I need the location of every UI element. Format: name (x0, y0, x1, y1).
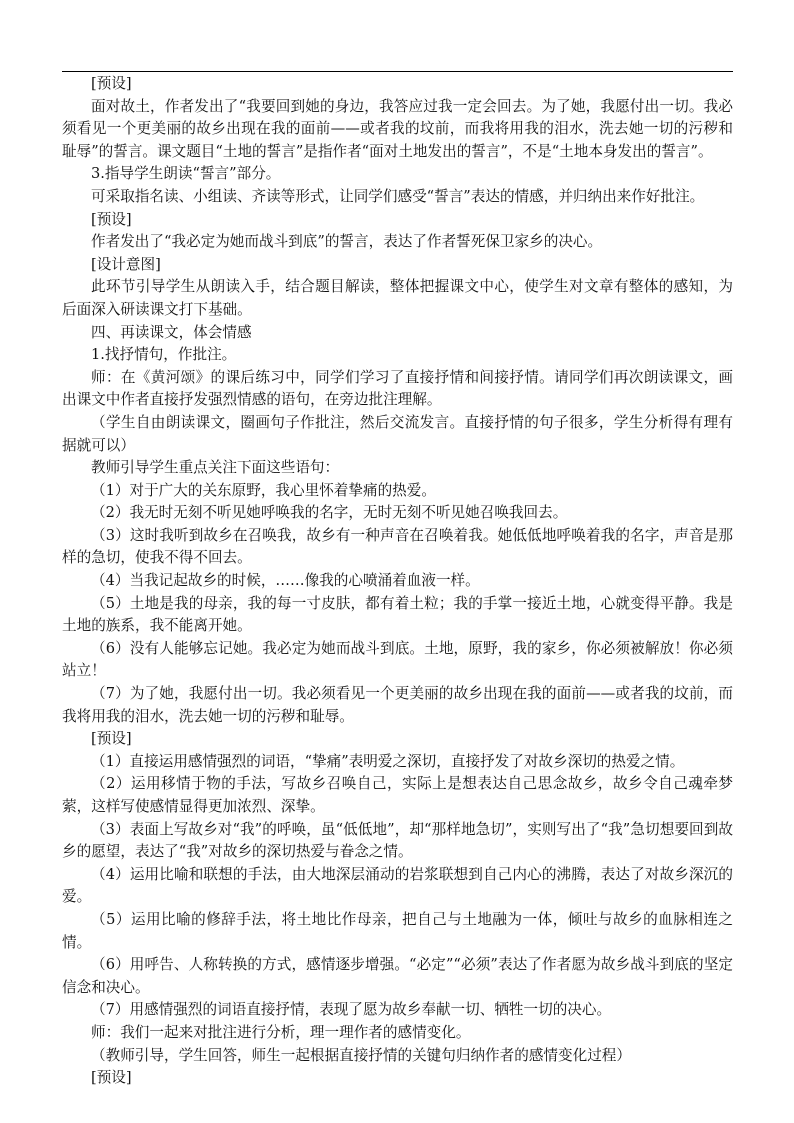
paragraph: 可采取指名读、小组读、齐读等形式，让同学们感受“誓言”表达的情感，并归纳出来作好批注。 (91, 187, 705, 205)
design-intent-label: [设计意图] (91, 255, 161, 273)
paragraph: 3.指导学生朗读“誓言”部分。 (91, 165, 281, 183)
analysis-item: （2）运用移情于物的手法，写故乡召唤自己，实际上是想表达自己思念故乡，故乡令自己魂牵梦萦，这样写使感情显得更加浓烈、深挚。 (62, 775, 733, 815)
analysis-item: （5）运用比喻的修辞手法，将土地比作母亲，把自己与土地融为一体，倾吐与故乡的血脉相连之情。 (62, 910, 733, 951)
paragraph: 师：在《黄河颂》的课后练习中，同学们学习了直接抒情和间接抒情。请同学们再次朗读课文，画出课文中作者直接抒发强烈情感的语句，在旁边批注理解。 (62, 368, 733, 409)
preset-label: [预设] (91, 75, 132, 92)
quote-item: （1）对于广大的关东原野，我心里怀着挚痛的热爱。 (91, 481, 436, 499)
header-rule (62, 71, 733, 72)
quote-item: （2）我无时无刻不听见她呼唤我的名字，无时无刻不听见她召唤我回去。 (91, 504, 568, 522)
analysis-item: （4）运用比喻和联想的手法，由大地深层涌动的岩浆联想到自己内心的沸腾，表达了对故乡深沉的爱。 (62, 865, 733, 906)
quote-item: （6）没有人能够忘记她。我必定为她而战斗到底。土地，原野，我的家乡，你必须被解放！你必须站立！ (62, 639, 733, 680)
quote-item: （4）当我记起故乡的时候，……像我的心喷涌着血液一样。 (91, 572, 480, 590)
paragraph: （学生自由朗读课文，圈画句子作批注，然后交流发言。直接抒情的句子很多，学生分析得有理有据就可以） (62, 413, 733, 454)
preset-label: [预设] (91, 1069, 132, 1087)
paragraph: 1.找抒情句，作批注。 (91, 346, 237, 364)
analysis-item: （6）用呼告、人称转换的方式，感情逐步增强。“必定”“必须”表达了作者愿为故乡战斗到底的坚定信念和决心。 (62, 956, 733, 996)
analysis-item: （1）直接运用感情强烈的词语，“挚痛”表明爱之深切，直接抒发了对故乡深切的热爱之情。 (91, 752, 685, 770)
preset-label: [预设] (91, 210, 132, 228)
paragraph: （教师引导，学生回答，师生一起根据直接抒情的关键句归纳作者的感情变化过程） (91, 1046, 631, 1064)
paragraph: 此环节引导学生从朗读入手，结合题目解读，整体把握课文中心，使学生对文章有整体的感知，为后面深入研读课文打下基础。 (62, 278, 733, 318)
document-body (62, 73, 733, 1090)
analysis-item: （3）表面上写故乡对“我”的呼唤，虽“低低地”，却“那样地急切”，实则写出了“我”急切想要回到故乡的愿望，表达了“我”对故乡的深切热爱与眷念之情。 (62, 820, 733, 861)
preset-label: [预设] (91, 730, 132, 748)
section-heading: 四、再读课文，体会情感 (91, 323, 252, 341)
paragraph: 教师引导学生重点关注下面这些语句： (91, 459, 340, 477)
paragraph: 作者发出了“我必定为她而战斗到底”的誓言，表达了作者誓死保卫家乡的决心。 (91, 233, 603, 251)
paragraph: 师：我们一起来对批注进行分析，理一理作者的感情变化。 (91, 1023, 471, 1041)
quote-item: （5）土地是我的母亲，我的每一寸皮肤，都有着土粒；我的手掌一接近土地，心就变得平静。我是土地的族系，我不能离开她。 (62, 594, 733, 635)
paragraph: 面对故土，作者发出了“我要回到她的身边，我答应过我一定会回去。为了她，我愿付出一切。我必须看见一个更美丽的故乡出现在我的面前——或者我的坟前，而我将用我的泪水，洗去她一切的污秽和耻辱”的誓言。课文题目“土地的誓言”是指作者“面对土地发出的誓言”，不是“土地本身发出的誓言”。 (62, 97, 733, 160)
quote-item: （7）为了她，我愿付出一切。我必须看见一个更美丽的故乡出现在我的面前——或者我的坟前，而我将用我的泪水，洗去她一切的污秽和耻辱。 (62, 685, 733, 725)
quote-item: （3）这时我听到故乡在召唤我，故乡有一种声音在召唤着我。她低低地呼唤着我的名字，声音是那样的急切，使我不得不回去。 (62, 526, 733, 567)
analysis-item: （7）用感情强烈的词语直接抒情，表现了愿为故乡奉献一切、牺牲一切的决心。 (91, 1001, 612, 1019)
